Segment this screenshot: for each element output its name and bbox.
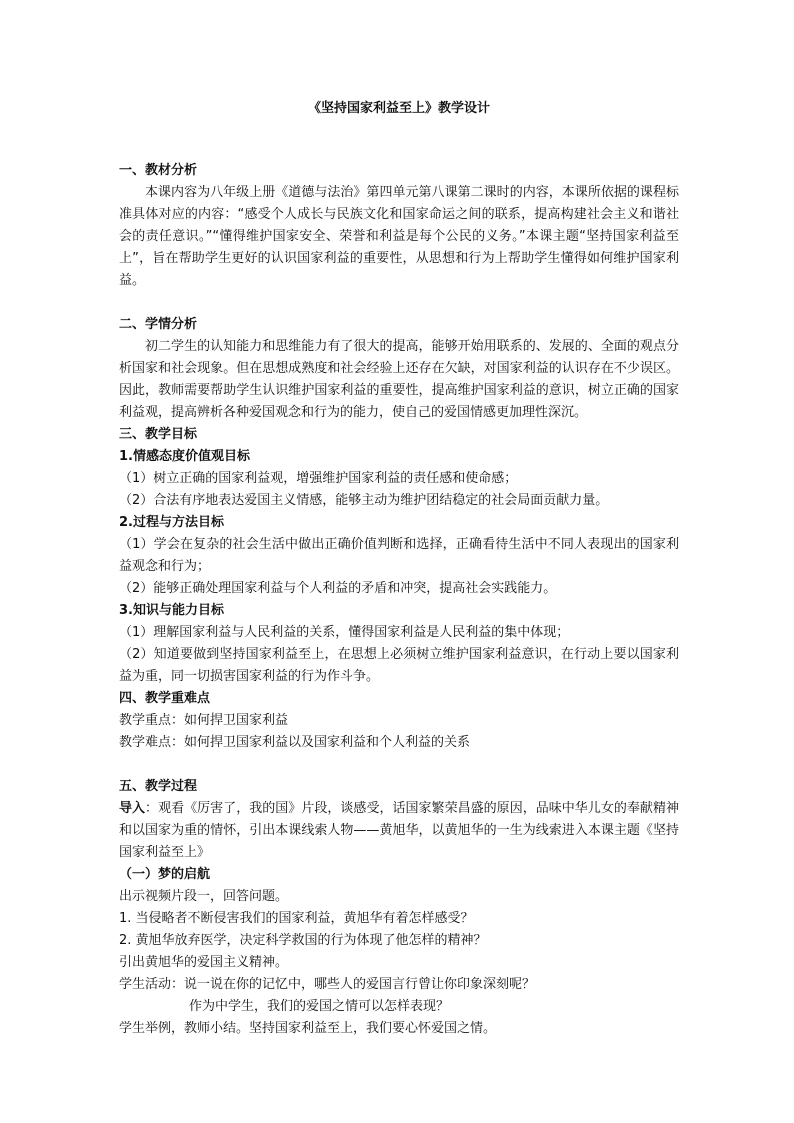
section-heading-1: 一、教材分析 [119, 163, 198, 178]
process-line: 学生举例，教师小结。坚持国家利益至上，我们要心怀爱国之情。 [119, 1021, 497, 1036]
goal-heading-1: 1.情感态度价值观目标 [119, 449, 250, 464]
process-line: 出示视频片段一，回答问题。 [119, 889, 289, 904]
process-line: 引出黄旭华的爱国主义精神。 [119, 955, 289, 970]
goal-3-item-2: （2）知道要做到坚持国家利益至上，在思想上必须树立维护国家利益意识，在行动上要以国家利益为重，同一切损害国家利益的行为作斗争。 [119, 647, 679, 684]
student-activity-2: 作为中学生，我们的爱国之情可以怎样表现？ [189, 999, 450, 1014]
section-heading-4: 四、教学重难点 [119, 691, 211, 706]
section-heading-2: 二、学情分析 [119, 317, 198, 332]
document-page [119, 98, 679, 1040]
document-title: 《坚持国家利益至上》教学设计 [307, 101, 490, 116]
student-activity-1: 学生活动：说一说在你的记忆中，哪些人的爱国言行曾让你印象深刻呢？ [119, 977, 536, 992]
section-heading-5: 五、教学过程 [119, 779, 198, 794]
intro-paragraph [119, 798, 679, 864]
goal-3-item-1: （1）理解国家利益与人民利益的关系，懂得国家利益是人民利益的集中体现； [119, 625, 570, 640]
intro-text: ：观看《厉害了，我的国》片段，谈感受，话国家繁荣昌盛的原因，品味中华儿女的奉献精神和以国家为重的情怀，引出本课线索人物——黄旭华，以黄旭华的一生为线索进入本课主题《坚持国家利益至上》 [119, 801, 679, 860]
section-1-paragraph: 本课内容为八年级上册《道德与法治》第四单元第八课第二课时的内容，本课所依据的课程标准具体对应的内容：“感受个人成长与民族文化和国家命运之间的联系，提高构建社会主义和谐社会的责任意识。”“懂得维护国家安全、荣誉和利益是每个公民的义务。”本课主题“坚持国家利益至上”，旨在帮助学生更好的认识国家利益的重要性，从思想和行为上帮助学生懂得如何维护国家利益。 [119, 185, 679, 288]
spacer [119, 754, 679, 776]
goal-2-item-1: （1）学会在复杂的社会生活中做出正确价值判断和选择，正确看待生活中不同人表现出的国家利益观念和行为； [119, 537, 679, 574]
spacer [119, 292, 679, 314]
question-2: 2. 黄旭华放弃医学，决定科学救国的行为体现了他怎样的精神？ [119, 933, 487, 948]
teaching-key-point: 教学重点：如何捍卫国家利益 [119, 713, 289, 728]
subsection-heading-1: （一）梦的启航 [119, 867, 211, 882]
goal-2-item-2: （2）能够正确处理国家利益与个人利益的矛盾和冲突，提高社会实践能力。 [119, 581, 557, 596]
goal-1-item-2: （2）合法有序地表达爱国主义情感，能够主动为维护团结稳定的社会局面贡献力量。 [119, 493, 609, 508]
goal-heading-2: 2.过程与方法目标 [119, 515, 224, 530]
teaching-difficulty: 教学难点：如何捍卫国家利益以及国家利益和个人利益的关系 [119, 735, 471, 750]
question-1: 1. 当侵略者不断侵害我们的国家利益，黄旭华有着怎样感受？ [119, 911, 474, 926]
goal-heading-3: 3.知识与能力目标 [119, 603, 224, 618]
intro-label: 导入 [119, 801, 146, 816]
goal-1-item-1: （1）树立正确的国家利益观，增强维护国家利益的责任感和使命感； [119, 471, 518, 486]
section-2-paragraph: 初二学生的认知能力和思维能力有了很大的提高，能够开始用联系的、发展的、全面的观点分析国家和社会现象。但在思想成熟度和社会经验上还存在欠缺，对国家利益的认识存在不少误区。因此，教师需要帮助学生认识维护国家利益的重要性，提高维护国家利益的意识，树立正确的国家利益观，提高辨析各种爱国观念和行为的能力，使自己的爱国情感更加理性深沉。 [119, 339, 679, 420]
section-heading-3: 三、教学目标 [119, 427, 198, 442]
